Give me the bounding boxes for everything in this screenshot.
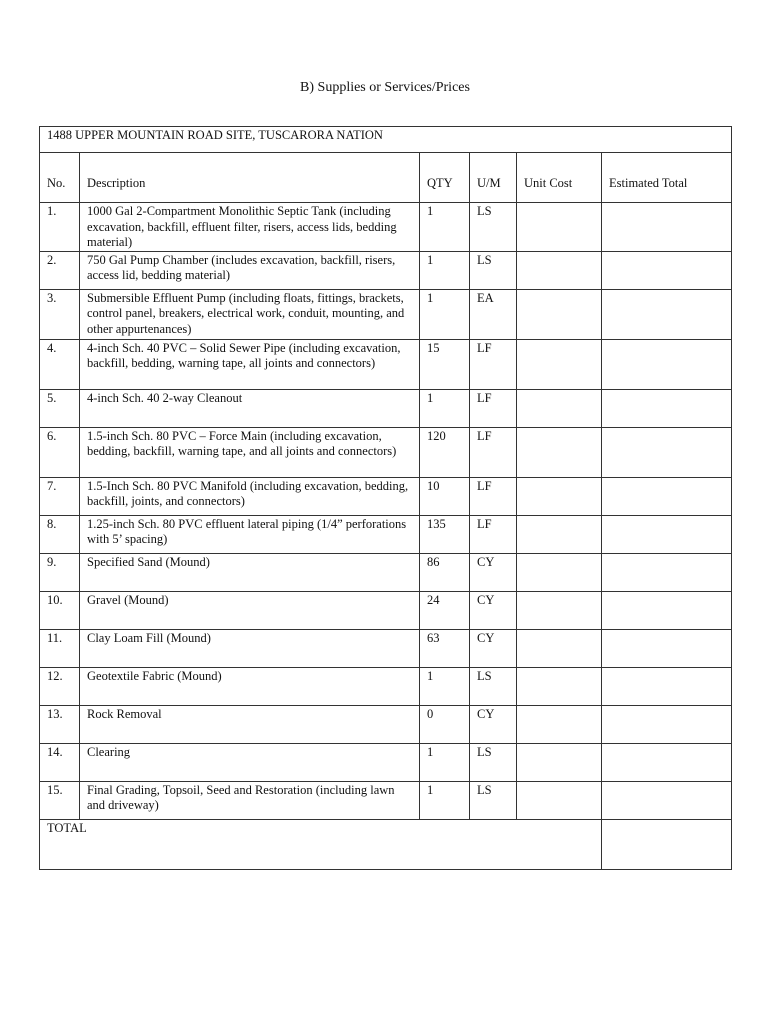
total-row bbox=[40, 819, 732, 869]
header-row bbox=[40, 153, 732, 203]
row-unit-cost bbox=[517, 203, 602, 252]
row-um: LS bbox=[470, 667, 517, 705]
row-um: LF bbox=[470, 477, 517, 515]
row-qty: 1 bbox=[420, 667, 470, 705]
table-row bbox=[40, 591, 732, 629]
row-number: 2. bbox=[40, 251, 80, 289]
row-qty: 135 bbox=[420, 515, 470, 553]
row-number: 7. bbox=[40, 477, 80, 515]
row-um: LS bbox=[470, 743, 517, 781]
page-heading: B) Supplies or Services/Prices bbox=[300, 80, 470, 95]
row-number: 4. bbox=[40, 339, 80, 389]
row-unit-cost bbox=[517, 781, 602, 819]
table-row bbox=[40, 705, 732, 743]
row-estimated-total bbox=[602, 667, 732, 705]
row-number: 10. bbox=[40, 591, 80, 629]
row-description: 750 Gal Pump Chamber (includes excavation, backfill, risers, access lid, bedding material) bbox=[80, 251, 420, 289]
row-number: 15. bbox=[40, 781, 80, 819]
row-um: LS bbox=[470, 203, 517, 252]
row-estimated-total bbox=[602, 389, 732, 427]
row-estimated-total bbox=[602, 781, 732, 819]
row-estimated-total bbox=[602, 629, 732, 667]
table-row bbox=[40, 203, 732, 252]
table-row bbox=[40, 667, 732, 705]
row-description: Clearing bbox=[80, 743, 420, 781]
table-row bbox=[40, 389, 732, 427]
row-qty: 0 bbox=[420, 705, 470, 743]
row-qty: 10 bbox=[420, 477, 470, 515]
row-qty: 1 bbox=[420, 251, 470, 289]
row-qty: 24 bbox=[420, 591, 470, 629]
row-estimated-total bbox=[602, 427, 732, 477]
row-unit-cost bbox=[517, 427, 602, 477]
row-unit-cost bbox=[517, 629, 602, 667]
row-estimated-total bbox=[602, 515, 732, 553]
row-estimated-total bbox=[602, 591, 732, 629]
table-row bbox=[40, 629, 732, 667]
row-number: 1. bbox=[40, 203, 80, 252]
row-unit-cost bbox=[517, 339, 602, 389]
row-number: 3. bbox=[40, 289, 80, 339]
row-number: 8. bbox=[40, 515, 80, 553]
table-row bbox=[40, 427, 732, 477]
row-unit-cost bbox=[517, 591, 602, 629]
total-label: TOTAL bbox=[40, 819, 602, 869]
row-estimated-total bbox=[602, 705, 732, 743]
row-qty: 120 bbox=[420, 427, 470, 477]
col-header-no: No. bbox=[40, 153, 80, 203]
col-header-unit-cost: Unit Cost bbox=[517, 153, 602, 203]
row-um: CY bbox=[470, 629, 517, 667]
table-row bbox=[40, 289, 732, 339]
row-description: Rock Removal bbox=[80, 705, 420, 743]
row-unit-cost bbox=[517, 553, 602, 591]
row-number: 6. bbox=[40, 427, 80, 477]
row-unit-cost bbox=[517, 515, 602, 553]
row-description: Gravel (Mound) bbox=[80, 591, 420, 629]
col-header-qty: QTY bbox=[420, 153, 470, 203]
table-row bbox=[40, 553, 732, 591]
row-um: LS bbox=[470, 251, 517, 289]
row-um: LS bbox=[470, 781, 517, 819]
row-description: Clay Loam Fill (Mound) bbox=[80, 629, 420, 667]
row-unit-cost bbox=[517, 667, 602, 705]
row-description: 1.5-inch Sch. 80 PVC – Force Main (including excavation, bedding, backfill, warning tape, and all joints and connectors) bbox=[80, 427, 420, 477]
row-description: 4-inch Sch. 40 2-way Cleanout bbox=[80, 389, 420, 427]
row-um: LF bbox=[470, 339, 517, 389]
row-qty: 1 bbox=[420, 289, 470, 339]
site-row bbox=[40, 127, 732, 153]
row-description: Geotextile Fabric (Mound) bbox=[80, 667, 420, 705]
row-qty: 1 bbox=[420, 389, 470, 427]
row-um: EA bbox=[470, 289, 517, 339]
row-um: CY bbox=[470, 553, 517, 591]
row-number: 12. bbox=[40, 667, 80, 705]
col-header-description: Description bbox=[80, 153, 420, 203]
table-row bbox=[40, 477, 732, 515]
row-unit-cost bbox=[517, 251, 602, 289]
row-um: CY bbox=[470, 591, 517, 629]
row-description: 1000 Gal 2-Compartment Monolithic Septic Tank (including excavation, backfill, effluent filter, risers, access lids, bedding material) bbox=[80, 203, 420, 252]
row-estimated-total bbox=[602, 203, 732, 252]
row-estimated-total bbox=[602, 289, 732, 339]
row-qty: 1 bbox=[420, 743, 470, 781]
row-estimated-total bbox=[602, 743, 732, 781]
table-row bbox=[40, 339, 732, 389]
row-description: 1.5-Inch Sch. 80 PVC Manifold (including excavation, bedding, backfill, joints, and connectors) bbox=[80, 477, 420, 515]
row-description: 4-inch Sch. 40 PVC – Solid Sewer Pipe (including excavation, backfill, bedding, warning tape, all joints and connectors) bbox=[80, 339, 420, 389]
row-qty: 1 bbox=[420, 781, 470, 819]
col-header-um: U/M bbox=[470, 153, 517, 203]
row-estimated-total bbox=[602, 251, 732, 289]
price-table bbox=[39, 126, 732, 870]
col-header-estimated-total: Estimated Total bbox=[602, 153, 732, 203]
total-value bbox=[602, 819, 732, 869]
row-unit-cost bbox=[517, 743, 602, 781]
row-um: LF bbox=[470, 389, 517, 427]
row-number: 14. bbox=[40, 743, 80, 781]
row-estimated-total bbox=[602, 553, 732, 591]
row-unit-cost bbox=[517, 289, 602, 339]
row-number: 9. bbox=[40, 553, 80, 591]
row-qty: 86 bbox=[420, 553, 470, 591]
row-estimated-total bbox=[602, 339, 732, 389]
row-qty: 63 bbox=[420, 629, 470, 667]
row-unit-cost bbox=[517, 705, 602, 743]
row-description: Final Grading, Topsoil, Seed and Restoration (including lawn and driveway) bbox=[80, 781, 420, 819]
row-unit-cost bbox=[517, 477, 602, 515]
row-description: Submersible Effluent Pump (including floats, fittings, brackets, control panel, breakers, electrical work, conduit, mounting, and other appurtenances) bbox=[80, 289, 420, 339]
row-estimated-total bbox=[602, 477, 732, 515]
row-number: 11. bbox=[40, 629, 80, 667]
table-row bbox=[40, 781, 732, 819]
table-row bbox=[40, 515, 732, 553]
row-qty: 1 bbox=[420, 203, 470, 252]
row-description: 1.25-inch Sch. 80 PVC effluent lateral piping (1/4” perforations with 5’ spacing) bbox=[80, 515, 420, 553]
table-row bbox=[40, 743, 732, 781]
row-number: 13. bbox=[40, 705, 80, 743]
site-name: 1488 UPPER MOUNTAIN ROAD SITE, TUSCARORA NATION bbox=[40, 127, 732, 153]
row-description: Specified Sand (Mound) bbox=[80, 553, 420, 591]
table-row bbox=[40, 251, 732, 289]
row-um: LF bbox=[470, 427, 517, 477]
row-um: CY bbox=[470, 705, 517, 743]
row-um: LF bbox=[470, 515, 517, 553]
row-qty: 15 bbox=[420, 339, 470, 389]
row-unit-cost bbox=[517, 389, 602, 427]
row-number: 5. bbox=[40, 389, 80, 427]
